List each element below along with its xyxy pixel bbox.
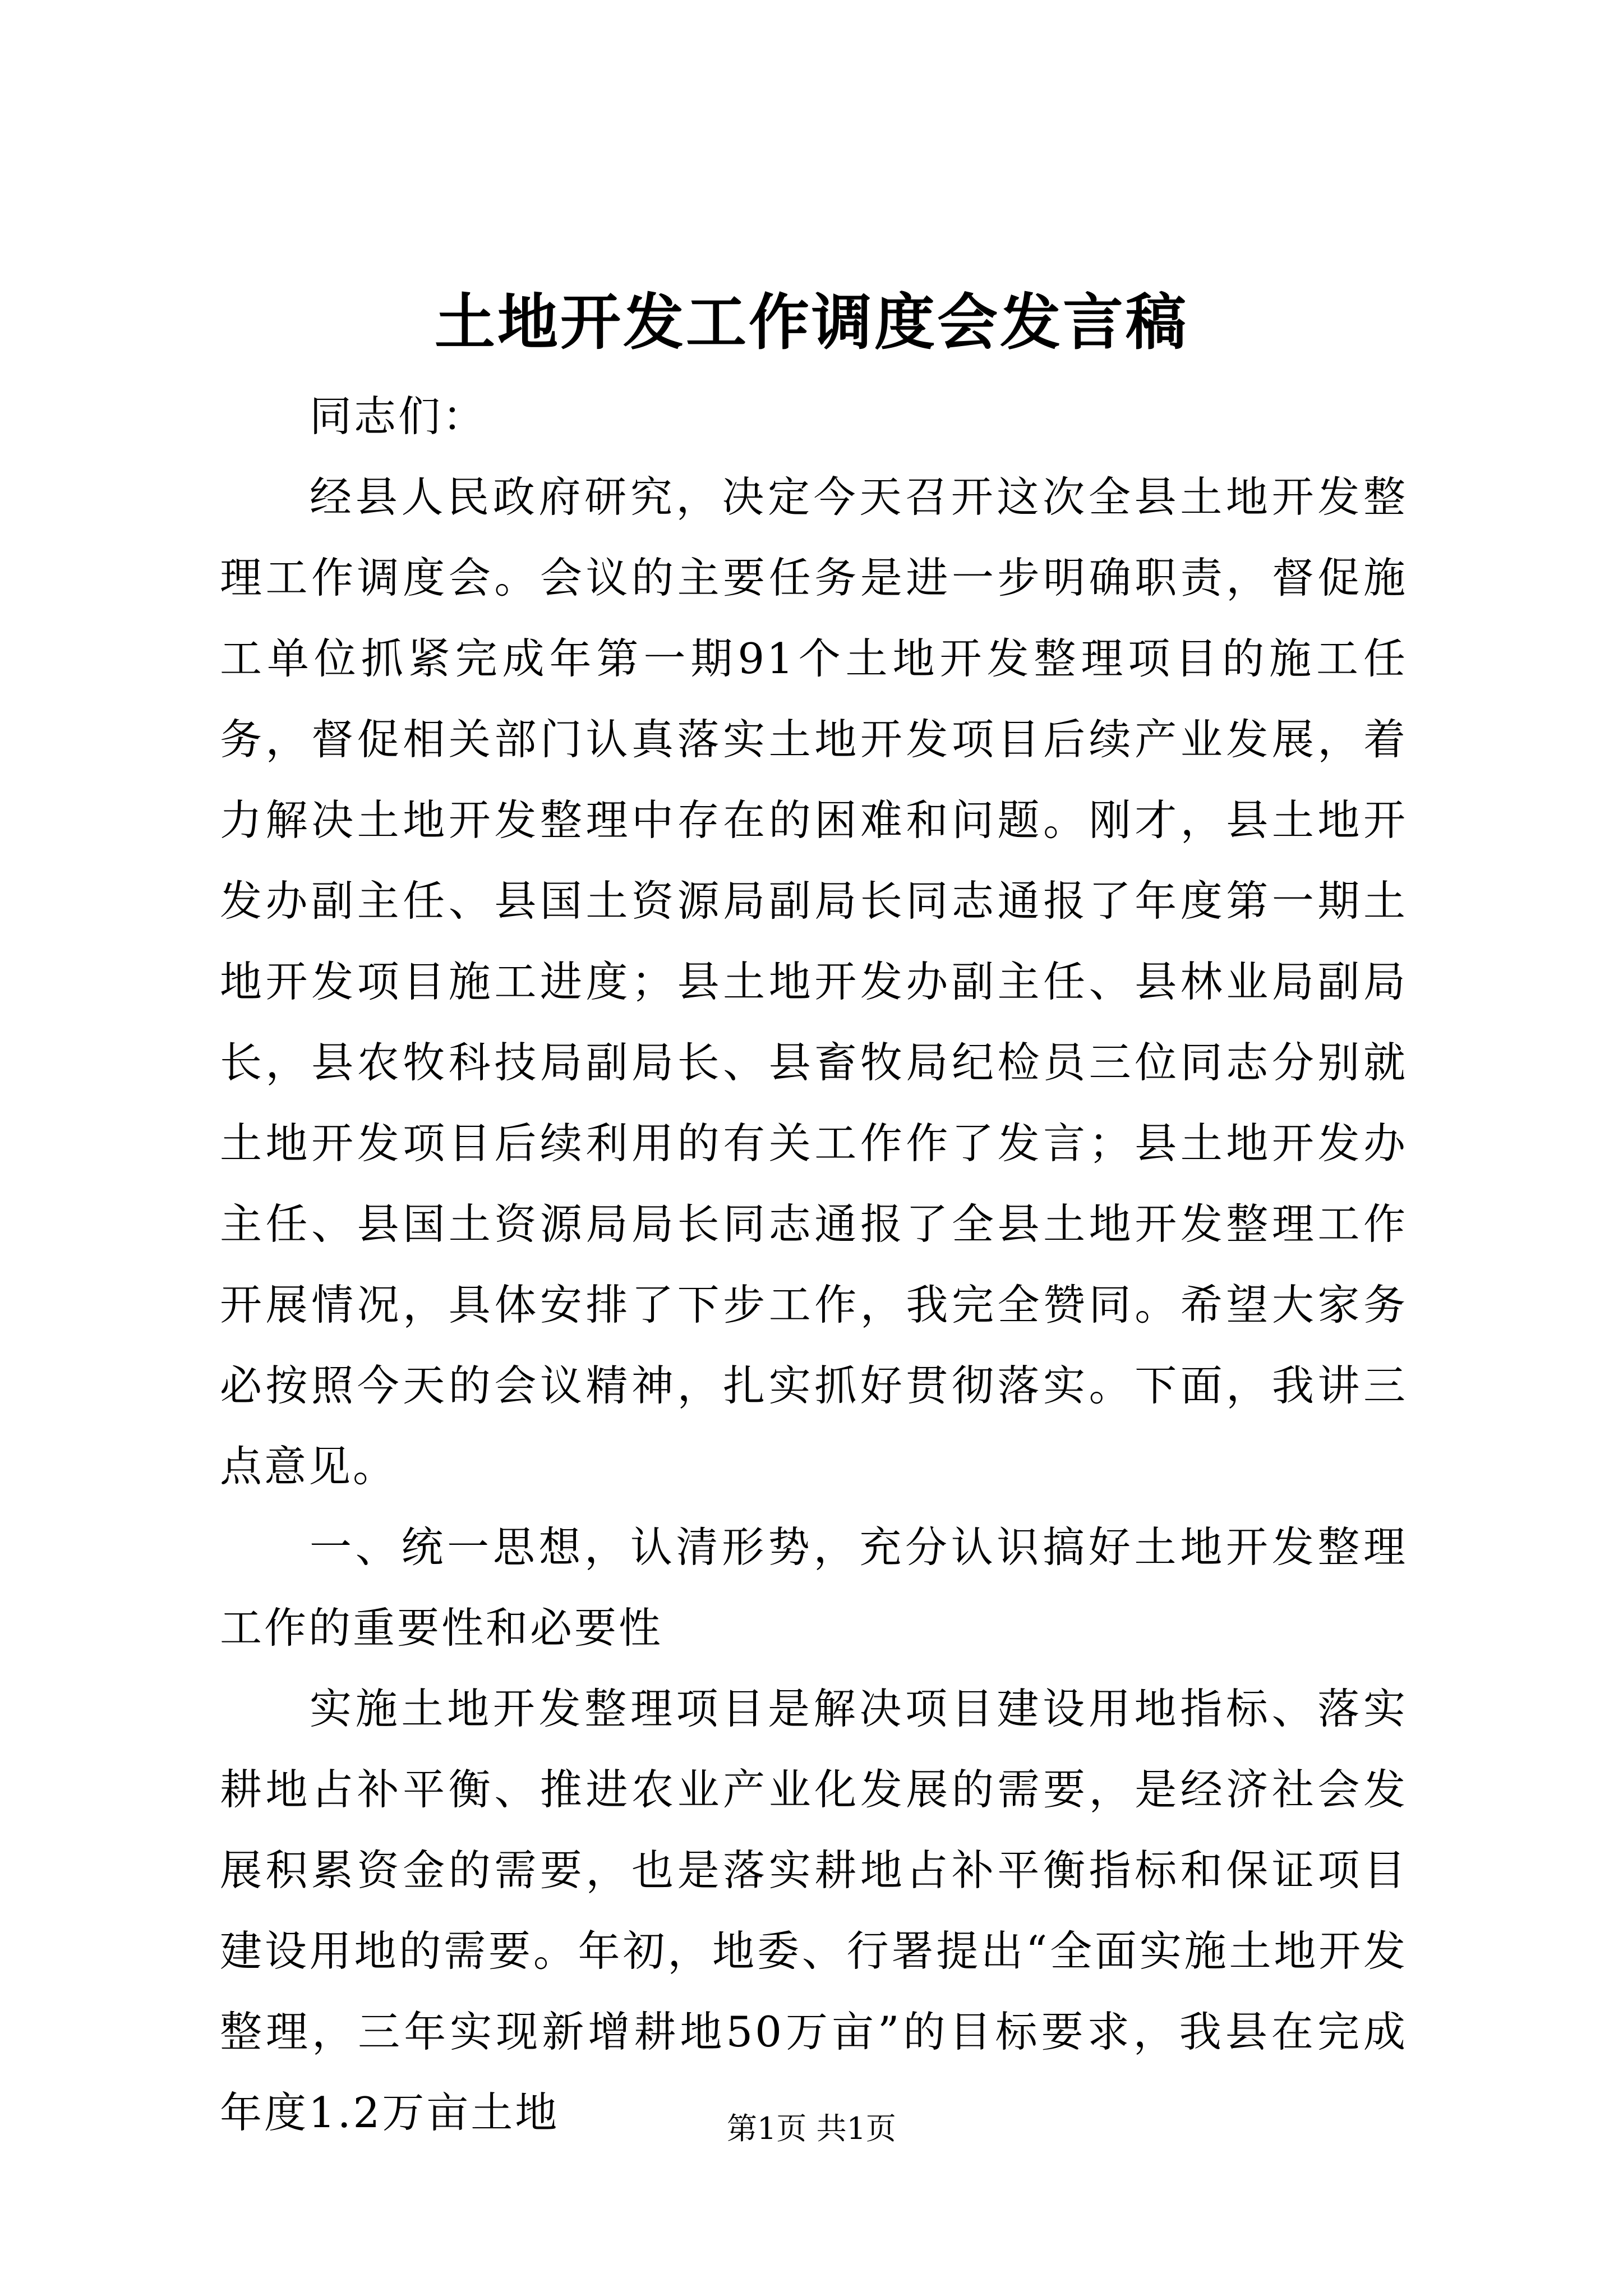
page-footer <box>0 2109 1623 2148</box>
salutation-paragraph: 同志们： <box>310 392 487 441</box>
intro-paragraph: 经县人民政府研究，决定今天召开这次全县土地开发整理工作调度会。会议的主要任务是进一步明确职责，督促施工单位抓紧完成年第一期91个土地开发整理项目的施工任务，督促相关部门认真落实土地开发项目后续产业发展，着力解决土地开发整理中存在的困难和问题。刚才，县土地开发办副主任、县国土资源局副局长同志通报了年度第一期土地开发项目施工进度；县土地开发办副主任、县林业局副局长，县农牧科技局副局长、县畜牧局纪检员三位同志分别就土地开发项目后续利用的有关工作作了发言；县土地开发办主任、县国土资源局局长同志通报了全县土地开发整理工作开展情况，具体安排了下步工作，我完全赞同。希望大家务必按照今天的会议精神，扎实抓好贯彻落实。下面，我讲三点意见。 <box>220 472 1408 1491</box>
page-number: 第1页 共1页 <box>727 2111 896 2146</box>
section-heading-1: 一、统一思想，认清形势，充分认识搞好土地开发整理工作的重要性和必要性 <box>220 1522 1408 1653</box>
document-body <box>220 376 1408 2153</box>
document-title: 土地开发工作调度会发言稿 <box>434 287 1188 358</box>
section-1-paragraph: 实施土地开发整理项目是解决项目建设用地指标、落实耕地占补平衡、推进农业产业化发展的需要，是经济社会发展积累资金的需要，也是落实耕地占补平衡指标和保证项目建设用地的需要。年初，地委、行署提出“全面实施土地开发整理，三年实现新增耕地50万亩”的目标要求，我县在完成年度1.2万亩土地 <box>220 1684 1408 2137</box>
